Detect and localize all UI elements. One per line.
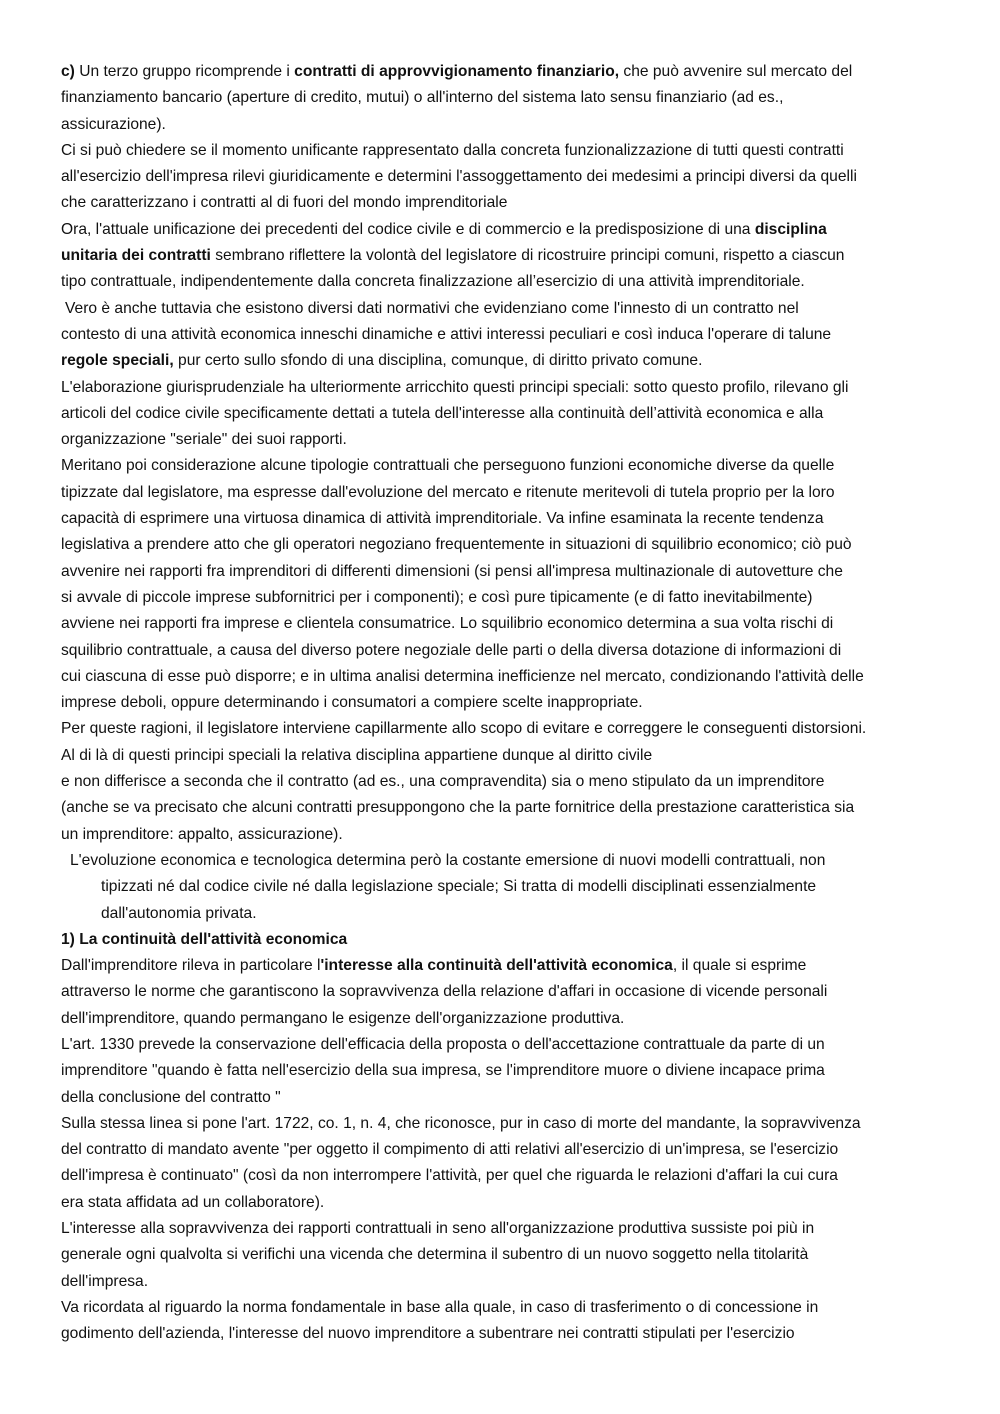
text-line bbox=[61, 1006, 941, 1032]
text-segment: che può avvenire sul mercato del bbox=[619, 63, 853, 80]
text-line bbox=[61, 453, 941, 479]
text-segment: tipo contrattuale, indipendentemente dalla concreta finalizzazione all’esercizio di una attività imprenditoriale. bbox=[61, 273, 805, 291]
text-segment: Va ricordata al riguardo la norma fondamentale in base alla quale, in caso di trasferimento o di concessione in bbox=[61, 1298, 819, 1316]
text-line bbox=[61, 532, 941, 558]
text-segment: era stata affidata ad un collaboratore). bbox=[61, 1193, 325, 1211]
text-line bbox=[61, 427, 941, 453]
text-segment: tipizzate dal legislatore, ma espresse dall'evoluzione del mercato e ritenute meritevoli di tutela proprio per la loro bbox=[61, 483, 835, 501]
text-segment: e non differisce a seconda che il contratto (ad es., una compravendita) sia o meno stipulato da un imprenditore bbox=[61, 773, 825, 791]
text-segment: squilibrio contrattuale, a causa del diverso potere negoziale delle parti o della diversa dotazione di informazioni di bbox=[61, 641, 842, 659]
text-line bbox=[61, 138, 941, 164]
bold-text-segment: unitaria dei contratti bbox=[61, 247, 211, 265]
text-line bbox=[61, 217, 941, 243]
text-segment: finanziamento bancario (aperture di credito, mutui) o all'interno del sistema lato sensu finanziario (ad es., bbox=[61, 89, 784, 107]
text-line bbox=[61, 348, 941, 374]
text-line bbox=[61, 85, 941, 111]
text-segment: del contratto di mandato avente "per oggetto il compimento di atti relativi all'esercizio di un'impresa, se l'esercizio bbox=[61, 1141, 839, 1159]
text-line bbox=[61, 822, 941, 848]
text-segment: dell'imprenditore, quando permangano le esigenze dell'organizzazione produttiva. bbox=[61, 1009, 625, 1027]
text-line bbox=[61, 1058, 941, 1084]
text-line bbox=[61, 1111, 941, 1137]
text-segment: dell'impresa è continuato" (così da non interrompere l'attività, per quel che riguarda le relazioni d'affari la cui cura bbox=[61, 1167, 838, 1185]
text-line bbox=[61, 585, 941, 611]
text-segment: si avvale di piccole imprese subfornitrici per i componenti); e così pure tipicamente (e di fatto inevitabilmente) bbox=[61, 588, 813, 606]
text-segment: attraverso le norme che garantiscono la sopravvivenza della relazione d'affari in occasione di vicende personali bbox=[61, 983, 828, 1001]
text-line bbox=[61, 901, 941, 927]
text-line bbox=[61, 59, 941, 85]
text-segment: all'esercizio dell'impresa rilevi giuridicamente e determini l'assoggettamento dei medesimi a principi diversi da quelli bbox=[61, 168, 857, 186]
text-line bbox=[61, 1085, 941, 1111]
text-segment: articoli del codice civile specificamente dettati a tutela dell'interesse alla continuità dell’attività economica e alla bbox=[61, 404, 824, 422]
text-line bbox=[61, 506, 941, 532]
text-line bbox=[61, 375, 941, 401]
text-segment: L'evoluzione economica e tecnologica determina però la costante emersione di nuovi modelli contrattuali, non bbox=[70, 851, 826, 869]
bold-text-segment: regole speciali, bbox=[61, 352, 174, 370]
text-line bbox=[61, 927, 941, 953]
text-segment: L'elaborazione giurisprudenziale ha ulteriormente arricchito questi principi speciali: sotto questo profilo, rilevano gli bbox=[61, 378, 849, 396]
text-line bbox=[61, 953, 941, 979]
text-line bbox=[61, 1032, 941, 1058]
text-line bbox=[61, 874, 941, 900]
text-segment: godimento dell'azienda, l'interesse del nuovo imprenditore a subentrare nei contratti stipulati per l'esercizio bbox=[61, 1325, 795, 1343]
text-line bbox=[61, 164, 941, 190]
text-line bbox=[61, 795, 941, 821]
text-segment: , il quale si esprime bbox=[672, 957, 807, 975]
text-line bbox=[61, 559, 941, 585]
text-line bbox=[61, 1321, 941, 1347]
text-segment: Ci si può chiedere se il momento unificante rappresentato dalla concreta funzionalizzazione di tutti questi contratti bbox=[61, 141, 844, 159]
text-line bbox=[61, 1242, 941, 1268]
text-segment: Un terzo gruppo ricomprende i bbox=[74, 63, 295, 80]
text-segment: generale ogni qualvolta si verifichi una vicenda che determina il subentro di un nuovo soggetto nella titolarità bbox=[61, 1246, 809, 1264]
text-segment: Ora, l'attuale unificazione dei precedenti del codice civile e di commercio e la predisposizione di una bbox=[61, 220, 755, 238]
text-line bbox=[61, 979, 941, 1005]
text-segment: L'interesse alla sopravvivenza dei rapporti contrattuali in seno all'organizzazione produttiva sussiste poi più in bbox=[61, 1220, 815, 1238]
text-segment: organizzazione "seriale" dei suoi rapporti. bbox=[61, 431, 347, 449]
text-segment: avvenire nei rapporti fra imprenditori di differenti dimensioni (si pensi all'impresa multinazionale di autovetture che bbox=[61, 562, 843, 580]
text-segment: Per queste ragioni, il legislatore interviene capillarmente allo scopo di evitare e correggere le conseguenti distorsioni. bbox=[61, 720, 867, 738]
text-line bbox=[61, 664, 941, 690]
text-segment: sembrano riflettere la volontà del legislatore di ricostruire principi comuni, rispetto a ciascun bbox=[210, 247, 845, 265]
bold-text-segment: c) bbox=[61, 63, 75, 80]
text-line bbox=[61, 769, 941, 795]
text-line bbox=[61, 269, 941, 295]
text-segment: un imprenditore: appalto, assicurazione). bbox=[61, 825, 343, 843]
bold-text-segment: 'interesse alla continuità dell'attività economica bbox=[320, 957, 673, 975]
text-line bbox=[61, 401, 941, 427]
text-segment: imprese deboli, oppure determinando i consumatori a compiere scelte inappropriate. bbox=[61, 694, 643, 712]
text-line bbox=[61, 1163, 941, 1189]
text-segment: Sulla stessa linea si pone l'art. 1722, co. 1, n. 4, che riconosce, pur in caso di morte del mandante, la sopravvivenza bbox=[61, 1114, 861, 1132]
text-segment: legislativa a prendere atto che gli operatori negoziano frequentemente in situazioni di squilibrio economico; ciò può bbox=[61, 536, 852, 554]
text-line bbox=[61, 1190, 941, 1216]
text-segment: avviene nei rapporti fra imprese e clientela consumatrice. Lo squilibrio economico determina a sua volta rischi di bbox=[61, 615, 834, 633]
text-line bbox=[61, 1137, 941, 1163]
text-segment: Meritano poi considerazione alcune tipologie contrattuali che perseguono funzioni economiche diverse da quelle bbox=[61, 457, 835, 475]
text-segment: Dall'imprenditore rileva in particolare l bbox=[61, 957, 321, 975]
text-segment: (anche se va precisato che alcuni contratti presuppongono che la parte fornitrice della prestazione caratteristica sia bbox=[61, 799, 855, 817]
text-segment: che caratterizzano i contratti al di fuori del mondo imprenditoriale bbox=[61, 194, 508, 212]
text-segment: Vero è anche tuttavia che esistono diversi dati normativi che evidenziano come l'innesto di un contratto nel bbox=[65, 299, 799, 317]
text-segment: cui ciascuna di esse può disporre; e in ultima analisi determina inefficienze nel mercato, condizionando l'attività delle bbox=[61, 667, 864, 685]
text-line bbox=[61, 690, 941, 716]
text-line bbox=[61, 848, 941, 874]
text-line bbox=[61, 638, 941, 664]
text-line bbox=[61, 1216, 941, 1242]
text-line bbox=[61, 1295, 941, 1321]
text-line bbox=[61, 611, 941, 637]
text-segment: contesto di una attività economica inneschi dinamiche e attivi interessi peculiari e così induca l'operare di talune bbox=[61, 325, 832, 343]
text-line bbox=[61, 190, 941, 216]
text-line bbox=[61, 112, 941, 138]
text-line bbox=[61, 1269, 941, 1295]
text-segment: pur certo sullo sfondo di una disciplina, comunque, di diritto privato comune. bbox=[173, 352, 703, 370]
text-segment: capacità di esprimere una virtuosa dinamica di attività imprenditoriale. Va infine esaminata la recente tendenza bbox=[61, 510, 824, 528]
text-line bbox=[61, 480, 941, 506]
document-body bbox=[61, 59, 941, 1348]
bold-text-segment: 1) La continuità dell'attività economica bbox=[61, 930, 348, 948]
text-line bbox=[61, 743, 941, 769]
text-line bbox=[61, 243, 941, 269]
text-segment: dell'impresa. bbox=[61, 1272, 149, 1290]
text-line bbox=[61, 296, 941, 322]
text-segment: dall'autonomia privata. bbox=[101, 904, 257, 922]
text-segment: L'art. 1330 prevede la conservazione dell'efficacia della proposta o dell'accettazione contrattuale da parte di un bbox=[61, 1035, 825, 1053]
text-segment: assicurazione). bbox=[61, 115, 166, 133]
text-segment: imprenditore "quando è fatta nell'esercizio della sua impresa, se l'imprenditore muore o diviene incapace prima bbox=[61, 1062, 825, 1080]
text-line bbox=[61, 716, 941, 742]
text-segment: della conclusione del contratto " bbox=[61, 1088, 281, 1106]
bold-text-segment: contratti di approvvigionamento finanziario, bbox=[294, 63, 620, 80]
text-segment: Al di là di questi principi speciali la relativa disciplina appartiene dunque al diritto civile bbox=[61, 746, 653, 764]
text-line bbox=[61, 322, 941, 348]
bold-text-segment: disciplina bbox=[754, 220, 827, 238]
text-segment: tipizzati né dal codice civile né dalla legislazione speciale; Si tratta di modelli disciplinati essenzialmente bbox=[101, 878, 817, 896]
